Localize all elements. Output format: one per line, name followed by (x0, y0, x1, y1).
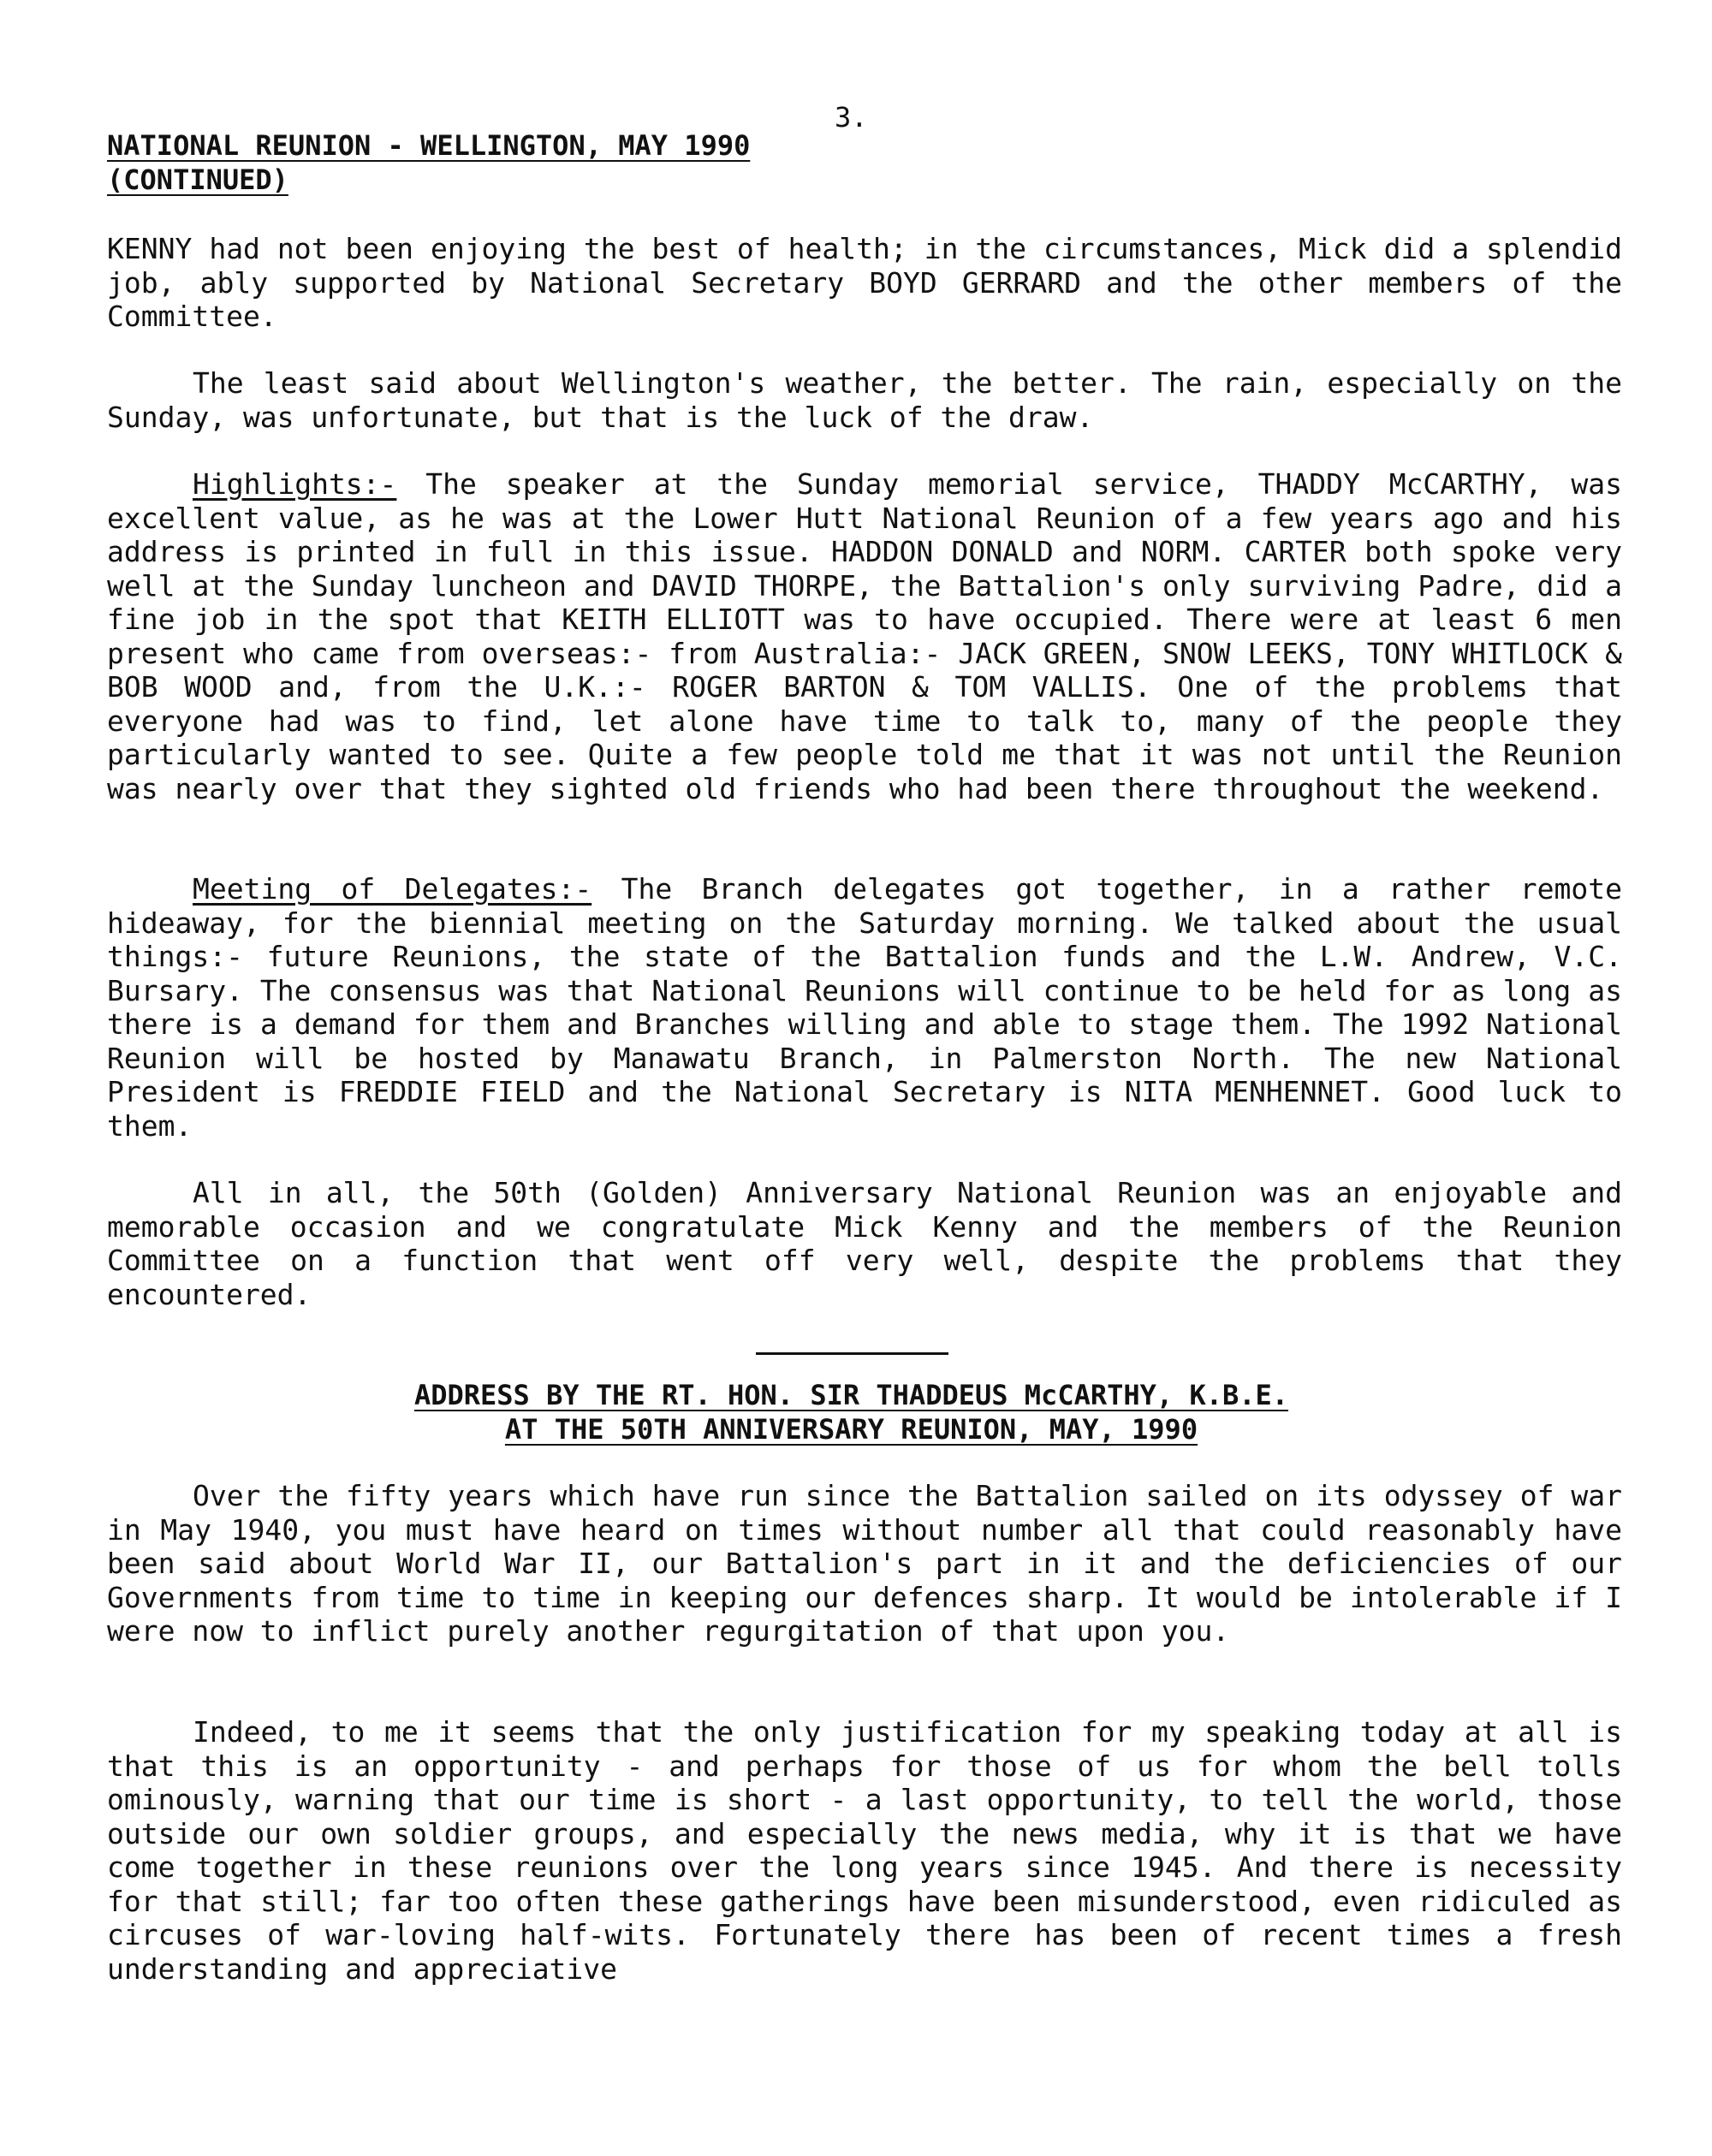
section-divider (756, 1352, 948, 1355)
address-heading-line2: AT THE 50TH ANNIVERSARY REUNION, MAY, 1990 (504, 1413, 1198, 1446)
delegates-label: Meeting of Delegates:- (193, 872, 592, 906)
paragraph: The least said about Wellington's weather, the better. The rain, especially on the Sunday, was unfortunate, but that is the luck of the draw. (107, 366, 1622, 434)
section-heading (107, 128, 750, 197)
paragraph: Indeed, to me it seems that the only justification for my speaking today at all is that this is an opportunity - and perhaps for those of us for whom the bell tolls ominously, warning that our time is short - a last opportunity, to tell the world, those outside our own soldier groups, and especially the news media, why it is that we have come together in these reunions over the long years since 1945. And there is necessity for that still; far too often these gatherings have been misunderstood, even ridiculed as circuses of war-loving half-wits. Fortunately there has been of recent times a fresh understanding and appreciative (107, 1715, 1622, 1986)
paragraph: Over the fifty years which have run since the Battalion sailed on its odyssey of war in May 1940, you must have heard on times without number all that could reasonably have been said about World War II, our Battalion's part in it and the deficiencies of our Governments from time to time in keeping our defences sharp. It would be intolerable if I were now to inflict purely another regurgitation of that upon you. (107, 1479, 1622, 1648)
highlights-label: Highlights:- (193, 467, 397, 501)
address-heading (387, 1378, 1316, 1446)
highlights-text: The speaker at the Sunday memorial service, THADDY McCARTHY, was excellent value, as he was at the Lower Hutt National Reunion of a few years ago and his address is printed in full in this issue. HADDON DONALD and NORM. CARTER both spoke very well at the Sunday luncheon and DAVID THORPE, the Battalion's only surviving Padre, did a fine job in the spot that KEITH ELLIOTT was to have occupied. There were at least 6 men present who came from overseas:- from Australia:- JACK GREEN, SNOW LEEKS, TONY WHITLOCK & BOB WOOD and, from the U.K.:- ROGER BARTON & TOM VALLIS. One of the problems that everyone had was to find, let alone have time to talk to, many of the people they particularly wanted to see. Quite a few people told me that it was not until the Reunion was nearly over that they sighted old friends who had been there throughout the weekend. (107, 467, 1622, 805)
address-heading-line1: ADDRESS BY THE RT. HON. SIR THADDEUS McCARTHY, K.B.E. (413, 1379, 1289, 1411)
paragraph-delegates (107, 872, 1622, 1143)
page-number: 3. (835, 101, 868, 134)
delegates-text: The Branch delegates got together, in a rather remote hideaway, for the biennial meeting on the Saturday morning. We talked about the usual things:- future Reunions, the state of the Battalion funds and the L.W. Andrew, V.C. Bursary. The consensus was that National Reunions will continue to be held for as long as there is a demand for them and Branches willing and able to stage them. The 1992 National Reunion will be hosted by Manawatu Branch, in Palmerston North. The new National President is FREDDIE FIELD and the National Secretary is NITA MENHENNET. Good luck to them. (107, 872, 1623, 1143)
section-heading-line2: (CONTINUED) (107, 163, 288, 196)
paragraph: KENNY had not been enjoying the best of health; in the circumstances, Mick did a splendid job, ably supported by National Secretary BOYD GERRARD and the other members of the Committee. (107, 232, 1622, 333)
section-heading-line1: NATIONAL REUNION - WELLINGTON, MAY 1990 (107, 129, 751, 162)
paragraph: All in all, the 50th (Golden) Anniversary National Reunion was an enjoyable and memorable occasion and we congratulate Mick Kenny and the members of the Reunion Committee on a function that went off very well, despite the problems that they encountered. (107, 1176, 1622, 1311)
paragraph-highlights (107, 467, 1622, 805)
